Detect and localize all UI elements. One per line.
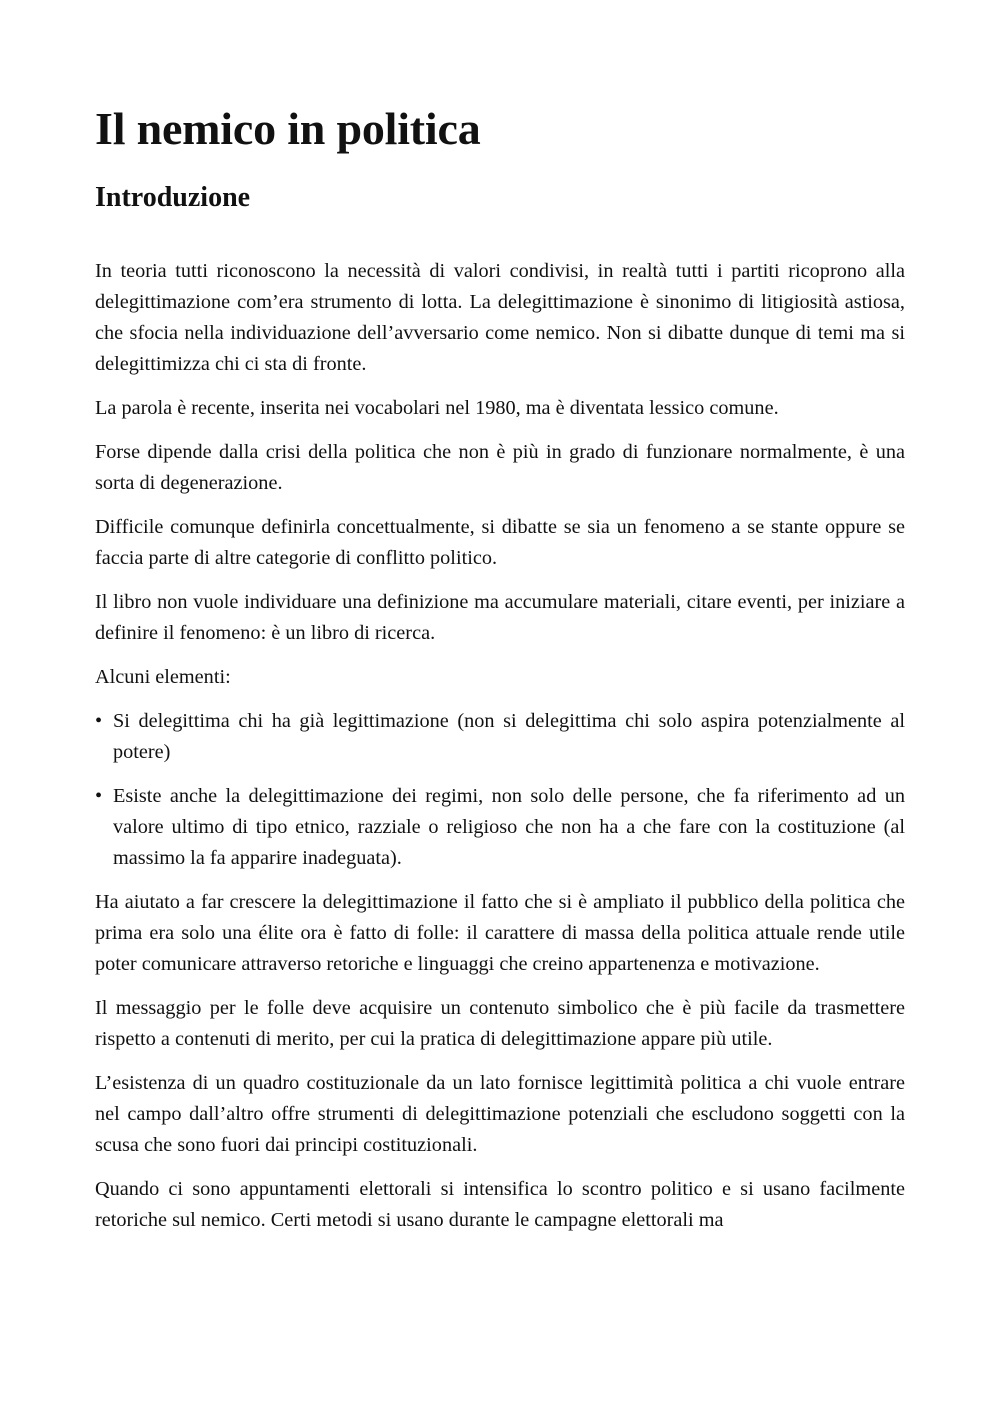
document-body: [95, 256, 905, 1236]
list-item: [95, 706, 905, 768]
paragraph: Il messaggio per le folle deve acquisire un contenuto simbolico che è più facile da trasmettere rispetto a contenuti di merito, per cui la pratica di delegittimazione appare più utile.: [95, 997, 905, 1050]
paragraph: Difficile comunque definirla concettualmente, si dibatte se sia un fenomeno a se stante oppure se faccia parte di altre categorie di conflitto politico.: [95, 516, 905, 569]
document-page: [95, 0, 905, 1249]
document-title: Il nemico in politica: [95, 103, 481, 154]
bullet-list: [95, 706, 905, 874]
section-title: Introduzione: [95, 182, 251, 213]
paragraph: Quando ci sono appuntamenti elettorali si intensifica lo scontro politico e si usano facilmente retoriche sul nemico. Certi metodi si usano durante le campagne elettorali ma: [95, 1178, 905, 1231]
paragraph: La parola è recente, inserita nei vocabolari nel 1980, ma è diventata lessico comune.: [95, 397, 779, 419]
paragraph: L’esistenza di un quadro costituzionale da un lato fornisce legittimità politica a chi vuole entrare nel campo dall’altro offre strumenti di delegittimazione potenziali che escludono soggetti con la scusa che sono fuori dai principi costituzionali.: [95, 1072, 905, 1156]
paragraph: Forse dipende dalla crisi della politica che non è più in grado di funzionare normalmente, è una sorta di degenerazione.: [95, 441, 905, 494]
paragraph: Alcuni elementi:: [95, 666, 231, 688]
bullet-icon: •: [95, 710, 103, 732]
paragraph: Ha aiutato a far crescere la delegittimazione il fatto che si è ampliato il pubblico della politica che prima era solo una élite ora è fatto di folle: il carattere di massa della politica attuale rende utile poter comunicare attraverso retoriche e linguaggi che creino appartenenza e motivazione.: [95, 891, 905, 975]
list-item-text: Esiste anche la delegittimazione dei regimi, non solo delle persone, che fa riferimento ad un valore ultimo di tipo etnico, razziale o religioso che non ha a che fare con la costituzione (al massimo la fa apparire inadeguata).: [113, 785, 905, 869]
list-item-text: Si delegittima chi ha già legittimazione (non si delegittima chi solo aspira potenzialmente al potere): [113, 710, 905, 763]
list-item: [95, 781, 905, 874]
bullet-icon: •: [95, 785, 103, 807]
paragraph: Il libro non vuole individuare una definizione ma accumulare materiali, citare eventi, per iniziare a definire il fenomeno: è un libro di ricerca.: [95, 591, 905, 644]
paragraph: In teoria tutti riconoscono la necessità di valori condivisi, in realtà tutti i partiti ricoprono alla delegittimazione com’era strumento di lotta. La delegittimazione è sinonimo di litigiosità astiosa, che sfocia nella individuazione dell’avversario come nemico. Non si dibatte dunque di temi ma si delegittimizza chi ci sta di fronte.: [95, 260, 905, 375]
